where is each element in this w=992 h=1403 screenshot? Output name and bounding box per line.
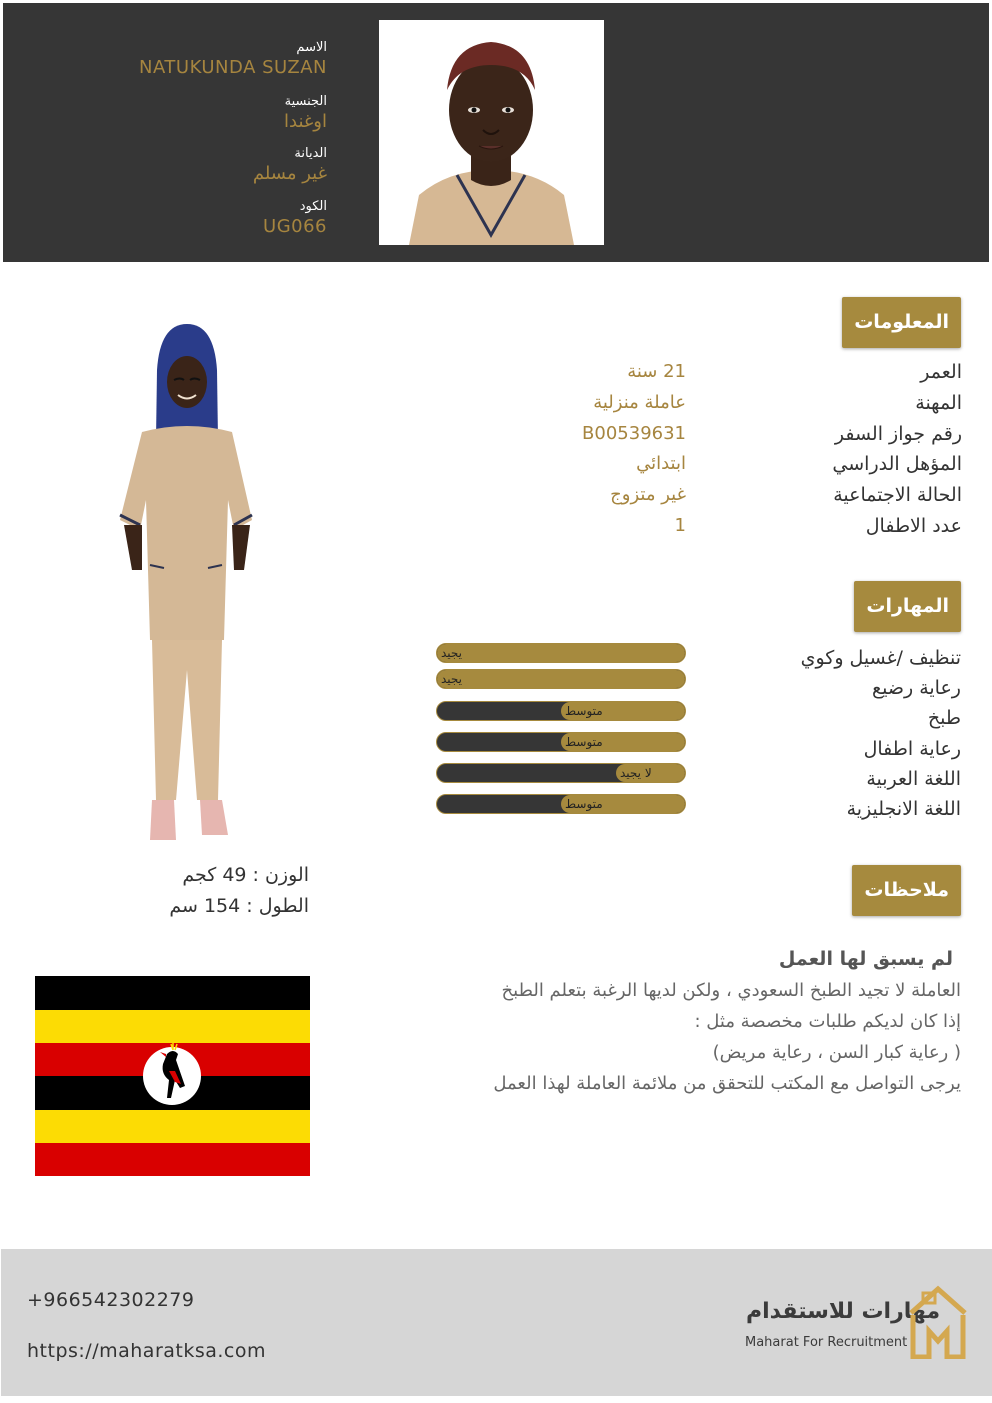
nationality-value: اوغندا bbox=[284, 111, 327, 132]
info-row-marital-status bbox=[402, 484, 962, 515]
skill-name: طبخ bbox=[927, 707, 961, 729]
info-row-passport bbox=[402, 423, 962, 454]
skill-level-bar bbox=[436, 732, 686, 752]
info-value: غير متزوج bbox=[610, 484, 686, 505]
name-label: الاسم bbox=[296, 40, 327, 55]
info-key: الحالة الاجتماعية bbox=[833, 484, 962, 506]
skill-name: رعاية اطفال bbox=[863, 738, 961, 760]
info-value: ابتدائي bbox=[636, 453, 686, 474]
code-label: الكود bbox=[299, 199, 327, 214]
skill-level-bar bbox=[436, 763, 686, 783]
info-section-title: المعلومات bbox=[842, 297, 961, 348]
skill-level-bar bbox=[436, 643, 686, 663]
skill-name: تنظيف /غسيل وكوي bbox=[800, 647, 961, 669]
skills-section-title: المهارات bbox=[854, 581, 961, 632]
info-row-age bbox=[402, 361, 962, 392]
skill-level-bar bbox=[436, 669, 686, 689]
maharat-logo bbox=[741, 1285, 971, 1361]
notes-heading: لم يسبق لها العمل bbox=[778, 948, 953, 970]
skill-level-fill bbox=[437, 670, 685, 688]
page-footer bbox=[1, 1249, 992, 1396]
code-value: UG066 bbox=[263, 216, 327, 237]
info-value: 21 سنة bbox=[627, 361, 686, 382]
skill-level-label: متوسط bbox=[565, 797, 603, 811]
skill-name: رعاية رضيع bbox=[872, 677, 961, 699]
skill-level-label: متوسط bbox=[565, 704, 603, 718]
phone-number: +966542302279 bbox=[27, 1289, 195, 1311]
logo-english-text: Maharat For Recruitment bbox=[745, 1335, 908, 1350]
info-value: B00539631 bbox=[582, 423, 686, 444]
religion-value: غير مسلم bbox=[252, 163, 327, 184]
info-value: عاملة منزلية bbox=[593, 392, 686, 413]
skill-level-label: يجيد bbox=[441, 646, 463, 660]
name-field bbox=[139, 40, 327, 78]
weight-text: الوزن : 49 كجم bbox=[182, 864, 309, 886]
code-field bbox=[263, 199, 327, 237]
skill-level-fill bbox=[437, 644, 685, 662]
height-text: الطول : 154 سم bbox=[169, 895, 309, 917]
portrait-photo bbox=[379, 20, 604, 245]
house-logo-icon bbox=[907, 1285, 969, 1359]
info-key: العمر bbox=[920, 361, 962, 383]
info-key: المؤهل الدراسي bbox=[832, 453, 962, 475]
notes-line: إذا كان لديكم طلبات مخصصة مثل : bbox=[694, 1011, 961, 1032]
notes-section-title: ملاحظات bbox=[852, 865, 961, 916]
info-row-profession bbox=[402, 392, 962, 423]
website-link[interactable]: https://maharatksa.com bbox=[27, 1340, 267, 1362]
profile-header bbox=[3, 3, 989, 262]
religion-label: الديانة bbox=[294, 146, 327, 161]
notes-line: العاملة لا تجيد الطبخ السعودي ، ولكن لديها الرغبة بتعلم الطبخ bbox=[501, 980, 961, 1001]
nationality-field bbox=[284, 94, 327, 132]
skill-level-bar bbox=[436, 794, 686, 814]
skill-level-label: متوسط bbox=[565, 735, 603, 749]
uganda-flag-icon bbox=[35, 976, 310, 1176]
skill-name: اللغة الانجليزية bbox=[846, 798, 961, 820]
notes-line: ( رعاية كبار السن ، رعاية مريض) bbox=[712, 1042, 961, 1063]
skill-name: اللغة العربية bbox=[866, 768, 961, 790]
info-key: المهنة bbox=[915, 392, 962, 414]
notes-line: يرجى التواصل مع المكتب للتحقق من ملائمة العاملة لهذا العمل bbox=[493, 1073, 961, 1094]
info-row-children bbox=[402, 515, 962, 546]
logo-arabic-text: مهارات للاستقدام bbox=[746, 1299, 941, 1324]
info-key: رقم جواز السفر bbox=[834, 423, 962, 445]
info-row-education bbox=[402, 453, 962, 484]
skill-level-bar bbox=[436, 701, 686, 721]
nationality-label: الجنسية bbox=[284, 94, 327, 109]
skill-level-label: لا يجيد bbox=[620, 766, 652, 780]
religion-field bbox=[253, 146, 327, 184]
full-body-photo bbox=[112, 320, 262, 846]
name-value: NATUKUNDA SUZAN bbox=[139, 57, 327, 78]
info-key: عدد الاطفال bbox=[865, 515, 962, 537]
notes-body bbox=[421, 944, 961, 1099]
skill-level-label: يجيد bbox=[441, 672, 463, 686]
info-value: 1 bbox=[674, 515, 686, 536]
